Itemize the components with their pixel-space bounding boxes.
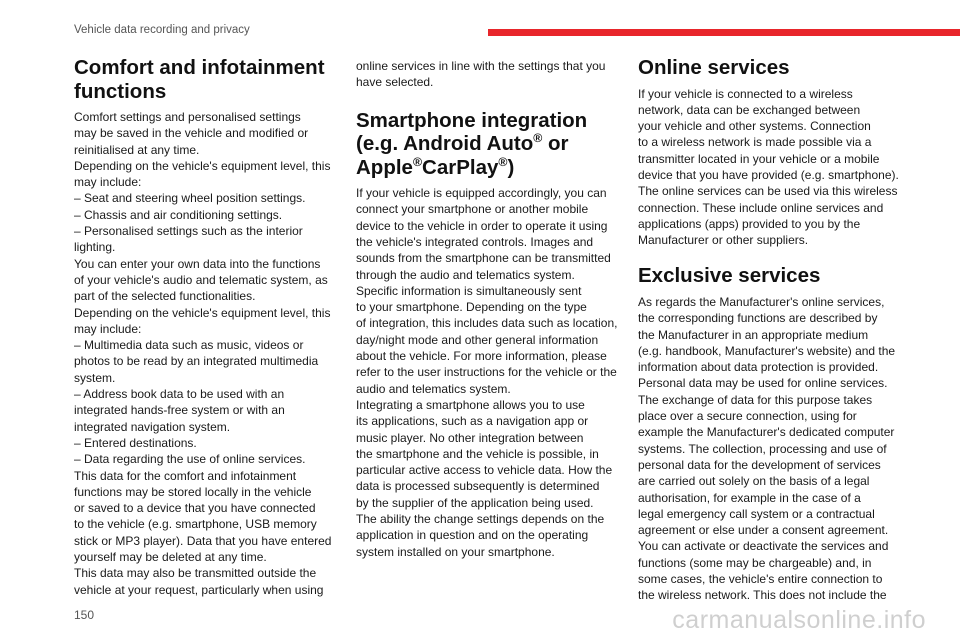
text-line: – Chassis and air conditioning settings. xyxy=(74,207,283,222)
text-line: integrated navigation system. xyxy=(74,419,231,434)
text-line: Comfort settings and personalised settings xyxy=(74,110,301,124)
text-line: Depending on the vehicle's equipment level, this xyxy=(74,158,331,173)
smartphone-intro xyxy=(356,58,618,91)
text-line: functions (some may be chargeable) and, in xyxy=(638,555,872,570)
text-line: data is processed subsequently is determined xyxy=(356,479,600,494)
text-line: stick or MP3 player). Data that you have entered xyxy=(74,533,332,548)
text-line: music player. No other integration between xyxy=(356,430,584,445)
page-number: 150 xyxy=(74,608,95,622)
registered-mark: ® xyxy=(498,154,508,169)
text-line: personal data for the development of services xyxy=(638,457,881,472)
text-line: – Entered destinations. xyxy=(74,435,197,450)
text-line: Personal data may be used for online services. xyxy=(638,376,888,391)
text-line: through the audio and telematics system. xyxy=(356,267,575,282)
text-line: example the Manufacturer's dedicated computer xyxy=(638,425,895,440)
text-line: As regards the Manufacturer's online services, xyxy=(638,294,885,309)
text-line: systems. The collection, processing and use of xyxy=(638,441,887,456)
text-line: system installed on your smartphone. xyxy=(356,544,555,559)
text-line: You can enter your own data into the functions xyxy=(74,256,321,271)
text-line: yourself may be deleted at any time. xyxy=(74,550,267,565)
column-3 xyxy=(638,56,900,604)
text-line: its applications, such as a navigation app or xyxy=(356,414,589,429)
text-line: vehicle at your request, particularly when using xyxy=(74,582,324,597)
text-line: to your smartphone. Depending on the type xyxy=(356,300,587,315)
text-line: by the supplier of the application being used. xyxy=(356,495,594,510)
text-line: – Personalised settings such as the interior xyxy=(74,224,303,239)
text-line: connection. These include online services and xyxy=(638,200,884,215)
column-1 xyxy=(74,56,336,598)
text-line: information about data protection is provided. xyxy=(638,360,879,375)
text-line: particular active access to vehicle data. How the xyxy=(356,463,613,478)
text-line: system. xyxy=(74,370,116,385)
text-line: connect your smartphone or another mobile xyxy=(356,202,589,217)
exclusive-body xyxy=(638,294,900,604)
page-header-title: Vehicle data recording and privacy xyxy=(74,24,250,36)
text-line: of integration, this includes data such as location, xyxy=(356,316,618,331)
text-line: the wireless network. This does not include the xyxy=(638,588,887,603)
watermark: carmanualsonline.info xyxy=(672,606,926,634)
text-line: The ability the change settings depends on the xyxy=(356,512,605,527)
column-2 xyxy=(356,58,618,560)
text-line: to a wireless network is made possible via a xyxy=(638,135,872,150)
text-line: are carried out solely on the basis of a legal xyxy=(638,474,870,489)
text-line: integrated hands-free system or with an xyxy=(74,403,285,418)
text-line: the smartphone and the vehicle is possible, in xyxy=(356,446,599,461)
text-line: The online services can be used via this wireless xyxy=(638,184,898,199)
text-line: If your vehicle is connected to a wireless xyxy=(638,86,853,101)
text-line: This data for the comfort and infotainment xyxy=(74,468,297,483)
text-line: the Manufacturer in an appropriate medium xyxy=(638,327,869,342)
text-line: reinitialised at any time. xyxy=(74,142,200,157)
text-line: to the vehicle (e.g. smartphone, USB memory xyxy=(74,517,317,532)
heading-comfort-infotainment: Comfort and infotainment functions xyxy=(74,56,325,103)
text-line: day/night mode and other general information xyxy=(356,332,599,347)
text-line: refer to the user instructions for the vehicle or the xyxy=(356,365,617,380)
text-line: Integrating a smartphone allows you to use xyxy=(356,397,585,412)
text-line: photos to be read by an integrated multimedia xyxy=(74,354,319,369)
text-line: sounds from the smartphone can be transmitted xyxy=(356,251,611,266)
text-line: Specific information is simultaneously sent xyxy=(356,283,582,298)
heading-smartphone-integration: Smartphone integration (e.g. Android Auto® or Apple®CarPlay®) xyxy=(356,108,588,179)
text-line: (e.g. handbook, Manufacturer's website) and the xyxy=(638,343,896,358)
text-line: audio and telematics system. xyxy=(356,381,511,396)
text-line: This data may also be transmitted outside the xyxy=(74,566,317,581)
text-line: Depending on the vehicle's equipment level, this xyxy=(74,305,331,320)
text-line: have selected. xyxy=(356,75,434,90)
text-line: transmitter located in your vehicle or a mobile xyxy=(638,151,880,166)
text-line: You can activate or deactivate the services and xyxy=(638,539,889,554)
text-line: agreement or else under a consent agreement. xyxy=(638,523,889,538)
text-line: application in question and on the operating xyxy=(356,528,589,543)
text-line: – Seat and steering wheel position settings. xyxy=(74,191,306,206)
text-line: The exchange of data for this purpose takes xyxy=(638,392,873,407)
text-line: device that you have provided (e.g. smartphone). xyxy=(638,167,899,182)
header-accent-bar xyxy=(488,29,960,36)
text-line: applications (apps) provided to you by the xyxy=(638,216,861,231)
text-line: your vehicle and other systems. Connection xyxy=(638,119,871,134)
text-line: authorisation, for example in the case of a xyxy=(638,490,861,505)
text-line: – Data regarding the use of online services. xyxy=(74,452,306,467)
text-line: network, data can be exchanged between xyxy=(638,102,861,117)
text-line: If your vehicle is equipped accordingly, you can xyxy=(356,186,607,201)
text-line: or saved to a device that you have connected xyxy=(74,501,316,516)
text-line: may include: xyxy=(74,175,142,190)
heading-online-services: Online services xyxy=(638,56,790,79)
text-line: functions may be stored locally in the vehicle xyxy=(74,484,312,499)
text-line: device to the vehicle in order to operate it using xyxy=(356,218,608,233)
text-line: about the vehicle. For more information, please xyxy=(356,349,607,364)
heading-exclusive-services: Exclusive services xyxy=(638,264,821,288)
text-line: the vehicle's integrated controls. Images and xyxy=(356,234,594,249)
text-line: Manufacturer or other suppliers. xyxy=(638,233,809,248)
text-line: some cases, the vehicle's entire connection to xyxy=(638,572,883,587)
text-line: place over a secure connection, using for xyxy=(638,409,857,424)
registered-mark: ® xyxy=(412,154,423,169)
smartphone-body xyxy=(356,185,618,560)
heading-line1: Smartphone integration xyxy=(356,108,588,132)
text-line: – Address book data to be used with an xyxy=(74,387,285,402)
text-line: may include: xyxy=(74,321,142,336)
text-line: part of the selected functionalities. xyxy=(74,289,256,304)
text-line: lighting. xyxy=(74,240,116,255)
text-line: legal emergency call system or a contractual xyxy=(638,506,875,521)
text-line: online services in line with the settings that you xyxy=(356,59,606,73)
text-line: the corresponding functions are described by xyxy=(638,311,878,326)
text-line: – Multimedia data such as music, videos or xyxy=(74,338,304,353)
text-line: may be saved in the vehicle and modified or xyxy=(74,126,309,141)
registered-mark: ® xyxy=(533,131,543,146)
text-line: of your vehicle's audio and telematic system, as xyxy=(74,272,328,287)
comfort-body xyxy=(74,109,336,598)
online-body xyxy=(638,86,900,249)
